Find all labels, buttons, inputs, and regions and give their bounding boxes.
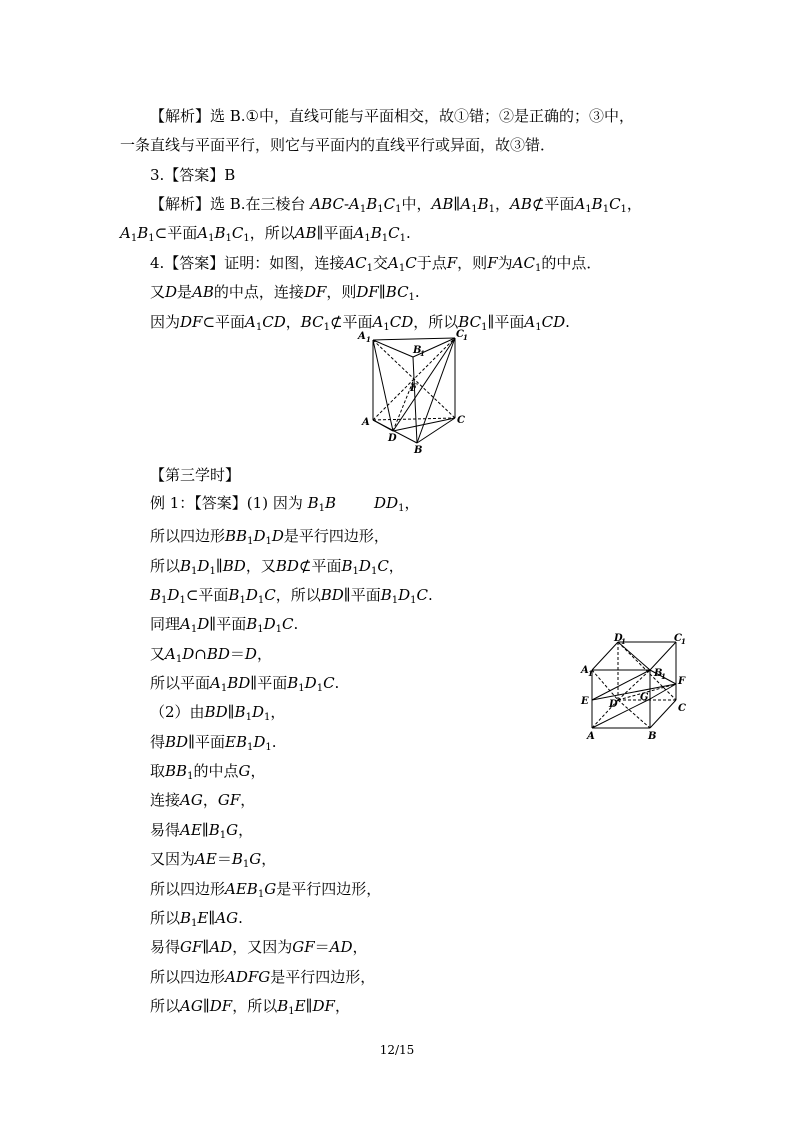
line-e4: $B_1D_1\subset$平面$B_1D_1C$，所以BD∥平面$B_1D_1C$.	[150, 586, 433, 606]
t: 平面	[342, 313, 373, 331]
t: 的中点	[193, 762, 239, 780]
t: 4.【答案】证明：如图，连接	[150, 254, 345, 272]
t: ，所以	[249, 224, 295, 242]
t: 是平行四边形，	[270, 968, 376, 986]
cube-figure	[578, 632, 698, 744]
line-e8: （2）由$BD\parallel B_1D_1$，	[150, 703, 286, 723]
t: 为	[497, 254, 513, 272]
line-8: 因为DF⊂平面$A_1CD$，$BC_1⊄$平面$A_1CD$，所以$BC_1\parallel$平面$A_1CD$.	[150, 313, 570, 333]
label-F: F	[678, 676, 686, 687]
line-e1: 例 1：【答案】(1) 因为 $B_1B$ $DD_1$，	[150, 494, 420, 514]
t: 平面	[494, 313, 525, 331]
t: 平面	[350, 586, 381, 604]
label-C1-sub: 1	[681, 637, 686, 646]
t: 中，	[401, 195, 432, 213]
t: ，所以	[275, 586, 321, 604]
line-e12: 易得$AE\parallel B_1G$，	[150, 821, 254, 841]
label-D1-sub: 1	[621, 637, 626, 646]
t: 平面	[195, 733, 226, 751]
t: 所以四边形	[150, 527, 226, 545]
label-A1: A	[581, 665, 589, 676]
t: 因为	[150, 313, 181, 331]
label-E: E	[581, 696, 589, 707]
line-6: 4.【答案】证明：如图，连接$AC_1$交$A_1C$于点F，则F为$AC_1$的中点．	[150, 254, 602, 274]
line-e9: 得BD∥平面$EB_1D_1$.	[150, 733, 277, 753]
label-D: D	[609, 699, 618, 710]
t: 交	[373, 254, 389, 272]
t: 易得	[150, 938, 181, 956]
line-e15: 所以$B_1E\parallel AG$.	[150, 909, 243, 929]
label-B1-sub: 1	[420, 349, 425, 358]
t: 所以	[150, 557, 181, 575]
label-A1-sub: 1	[366, 335, 371, 344]
t: 的中点．	[541, 254, 602, 272]
t: 是	[177, 283, 193, 301]
line-e10: 取$BB_1$的中点G，	[150, 762, 266, 782]
t: 的中点，连接	[213, 283, 304, 301]
label-A: A	[587, 731, 595, 742]
label-G: G	[640, 692, 649, 703]
label-D: D	[388, 433, 397, 444]
t: ，所以	[232, 997, 278, 1015]
line-3	[150, 165, 235, 185]
line-7: 又D是AB的中点，连接DF，则$DF\parallel BC_1$.	[150, 283, 420, 303]
t: ，又	[245, 557, 276, 575]
t: 又因为	[150, 850, 196, 868]
t: 同理	[150, 615, 181, 633]
line-2	[120, 135, 555, 155]
t: 平面	[311, 557, 342, 575]
line-e13: 又因为$AE=B_1G$，	[150, 850, 277, 870]
t: ，则	[457, 254, 488, 272]
line-5: $A_1B_1\subset$平面$A_1B_1C_1$，所以AB∥平面$A_1B_1C_1$.	[120, 224, 411, 244]
t: 【解析】选 B.在三棱台	[150, 195, 306, 213]
t: （2）由	[150, 703, 205, 721]
t: 所以四边形	[150, 880, 226, 898]
label-C1-sub: 1	[463, 333, 468, 342]
t: 例 1：【答案】(1) 因为	[150, 494, 303, 512]
t: ，则	[326, 283, 357, 301]
t: 易得	[150, 821, 181, 839]
t: 平面	[167, 224, 198, 242]
line-e3: 所以$B_1D_1\parallel BD$，又BD⊄平面$B_1D_1C$，	[150, 557, 404, 577]
t: 【第三学时】	[150, 466, 241, 484]
label-A: A	[362, 417, 370, 428]
line-e11: 连接AG，GF，	[150, 791, 256, 809]
label-D1: D	[614, 633, 623, 644]
label-C1: C	[674, 633, 682, 644]
t: 平面	[215, 313, 246, 331]
label-B: B	[648, 731, 657, 742]
t: 又	[150, 645, 166, 663]
prism-figure	[355, 328, 475, 460]
t: 平面	[216, 615, 247, 633]
t: 平面	[198, 586, 229, 604]
t: 所以四边形	[150, 968, 226, 986]
t: ，又因为	[232, 938, 293, 956]
label-F: F	[410, 383, 418, 394]
line-e16: 易得GF∥AD，又因为GF＝AD，	[150, 938, 368, 956]
label-C1: C	[456, 329, 464, 340]
line-e14: 所以四边形$AEB_1G$是平行四边形，	[150, 880, 382, 900]
line-1	[150, 106, 634, 126]
t: 是平行四边形，	[283, 527, 389, 545]
label-B1-sub: 1	[661, 672, 666, 681]
label-B1: B	[413, 345, 422, 356]
t: 所以	[150, 997, 181, 1015]
t: 于点	[416, 254, 447, 272]
t: 平面	[544, 195, 575, 213]
t: 【解析】选 B.①中，直线可能与平面相交，故①错；②是正确的；③中，	[150, 107, 635, 125]
t: 平面	[323, 224, 354, 242]
line-e6: 又$A_1D\cap BD=D$，	[150, 645, 272, 665]
t: 3.【答案】B	[150, 166, 236, 184]
label-B: B	[414, 445, 423, 456]
line-4: 【解析】选 B.在三棱台 ABC-$A_1B_1C_1$中，$AB\parallel A_1B_1$，AB⊄平面$A_1B_1C_1$，	[150, 195, 642, 215]
line-e5: 同理$A_1D\parallel$平面$B_1D_1C$.	[150, 615, 299, 635]
section-3-heading	[150, 465, 240, 485]
t: 又	[150, 283, 166, 301]
line-e2: 所以四边形$BB_1D_1D$是平行四边形，	[150, 527, 389, 547]
t: 一条直线与平面平行，则它与平面内的直线平行或异面，故③错．	[120, 136, 556, 154]
label-C: C	[678, 703, 686, 714]
t: 连接	[150, 791, 181, 809]
label-B1: B	[654, 668, 663, 679]
t: 平面	[257, 674, 288, 692]
line-e17: 所以四边形ADFG是平行四边形，	[150, 968, 376, 986]
t: ，所以	[413, 313, 459, 331]
page-number: 12/15	[379, 1043, 415, 1057]
label-A1: A	[358, 331, 366, 342]
line-e18: 所以AG∥DF，所以$B_1E\parallel DF$，	[150, 997, 350, 1017]
t: 所以	[150, 909, 181, 927]
t: ，	[285, 313, 301, 331]
t: 所以平面	[150, 674, 211, 692]
t: 取	[150, 762, 166, 780]
t: 得	[150, 733, 166, 751]
t: 是平行四边形，	[276, 880, 382, 898]
line-e7: 所以平面$A_1BD\parallel$平面$B_1D_1C$.	[150, 674, 340, 694]
label-A1-sub: 1	[588, 669, 593, 678]
label-C: C	[457, 415, 465, 426]
